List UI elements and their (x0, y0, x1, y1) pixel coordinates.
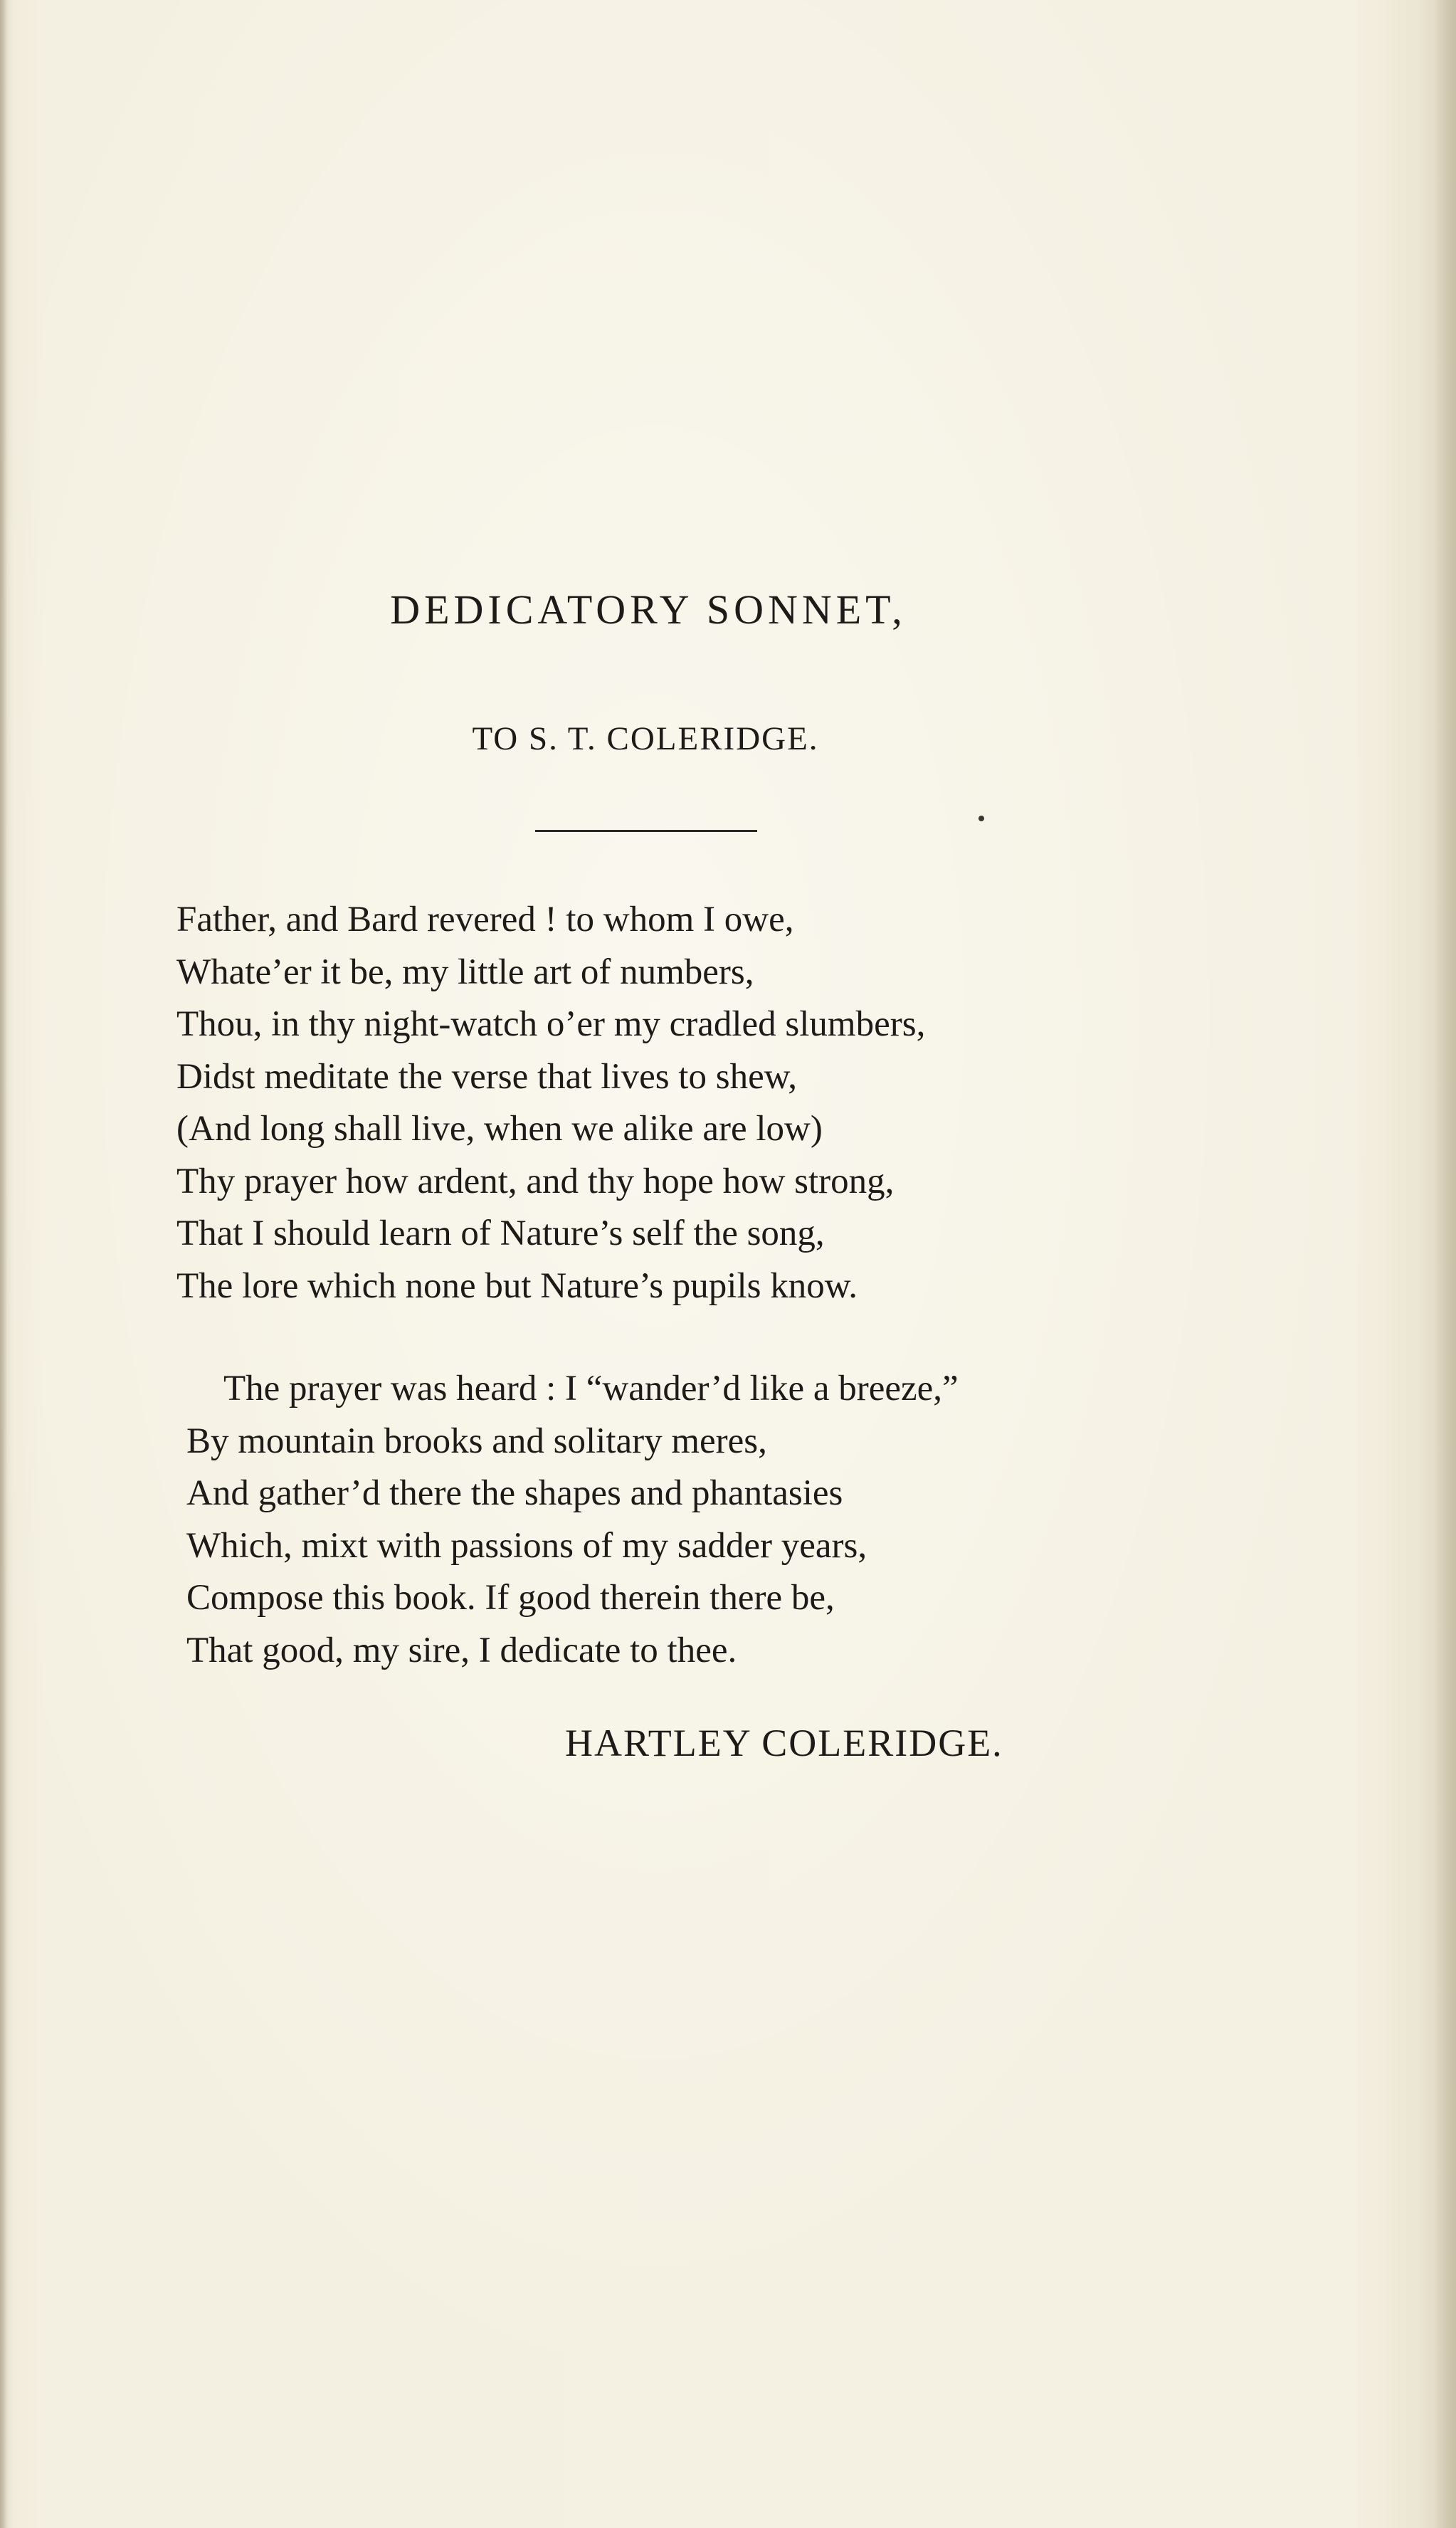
ink-speck (978, 816, 984, 821)
verse-line: Compose this book. If good therein there be, (186, 1578, 835, 1618)
author-signature: HARTLEY COLERIDGE. (565, 1722, 1003, 1764)
verse-line: Whate’er it be, my little art of numbers, (176, 952, 754, 992)
verse-line: That I should learn of Nature’s self the song, (176, 1213, 825, 1253)
verse-line: Thou, in thy night-watch o’er my cradled slumbers, (176, 1004, 926, 1044)
verse-line: That good, my sire, I dedicate to thee. (186, 1630, 737, 1670)
page-subtitle: TO S. T. COLERIDGE. (472, 720, 819, 757)
section-divider (535, 830, 757, 832)
verse-line: Didst meditate the verse that lives to shew, (176, 1056, 797, 1097)
verse-line: The prayer was heard : I “wander’d like a breeze,” (223, 1369, 959, 1408)
verse-line: Father, and Bard revered ! to whom I owe, (176, 900, 794, 939)
verse-line: Which, mixt with passions of my sadder years, (186, 1525, 867, 1566)
verse-line: (And long shall live, when we alike are low) (176, 1109, 823, 1149)
page-left-edge (0, 0, 7, 2528)
verse-line: And gather’d there the shapes and phantasies (186, 1473, 843, 1513)
page-right-edge (1435, 0, 1456, 2528)
verse-line: Thy prayer how ardent, and thy hope how strong, (176, 1161, 895, 1201)
sonnet-sestet (186, 1363, 959, 1677)
verse-line: The lore which none but Nature’s pupils know. (176, 1265, 858, 1306)
sonnet-octave (176, 894, 925, 1312)
page-title: DEDICATORY SONNET, (390, 586, 907, 633)
verse-line: By mountain brooks and solitary meres, (186, 1421, 767, 1461)
